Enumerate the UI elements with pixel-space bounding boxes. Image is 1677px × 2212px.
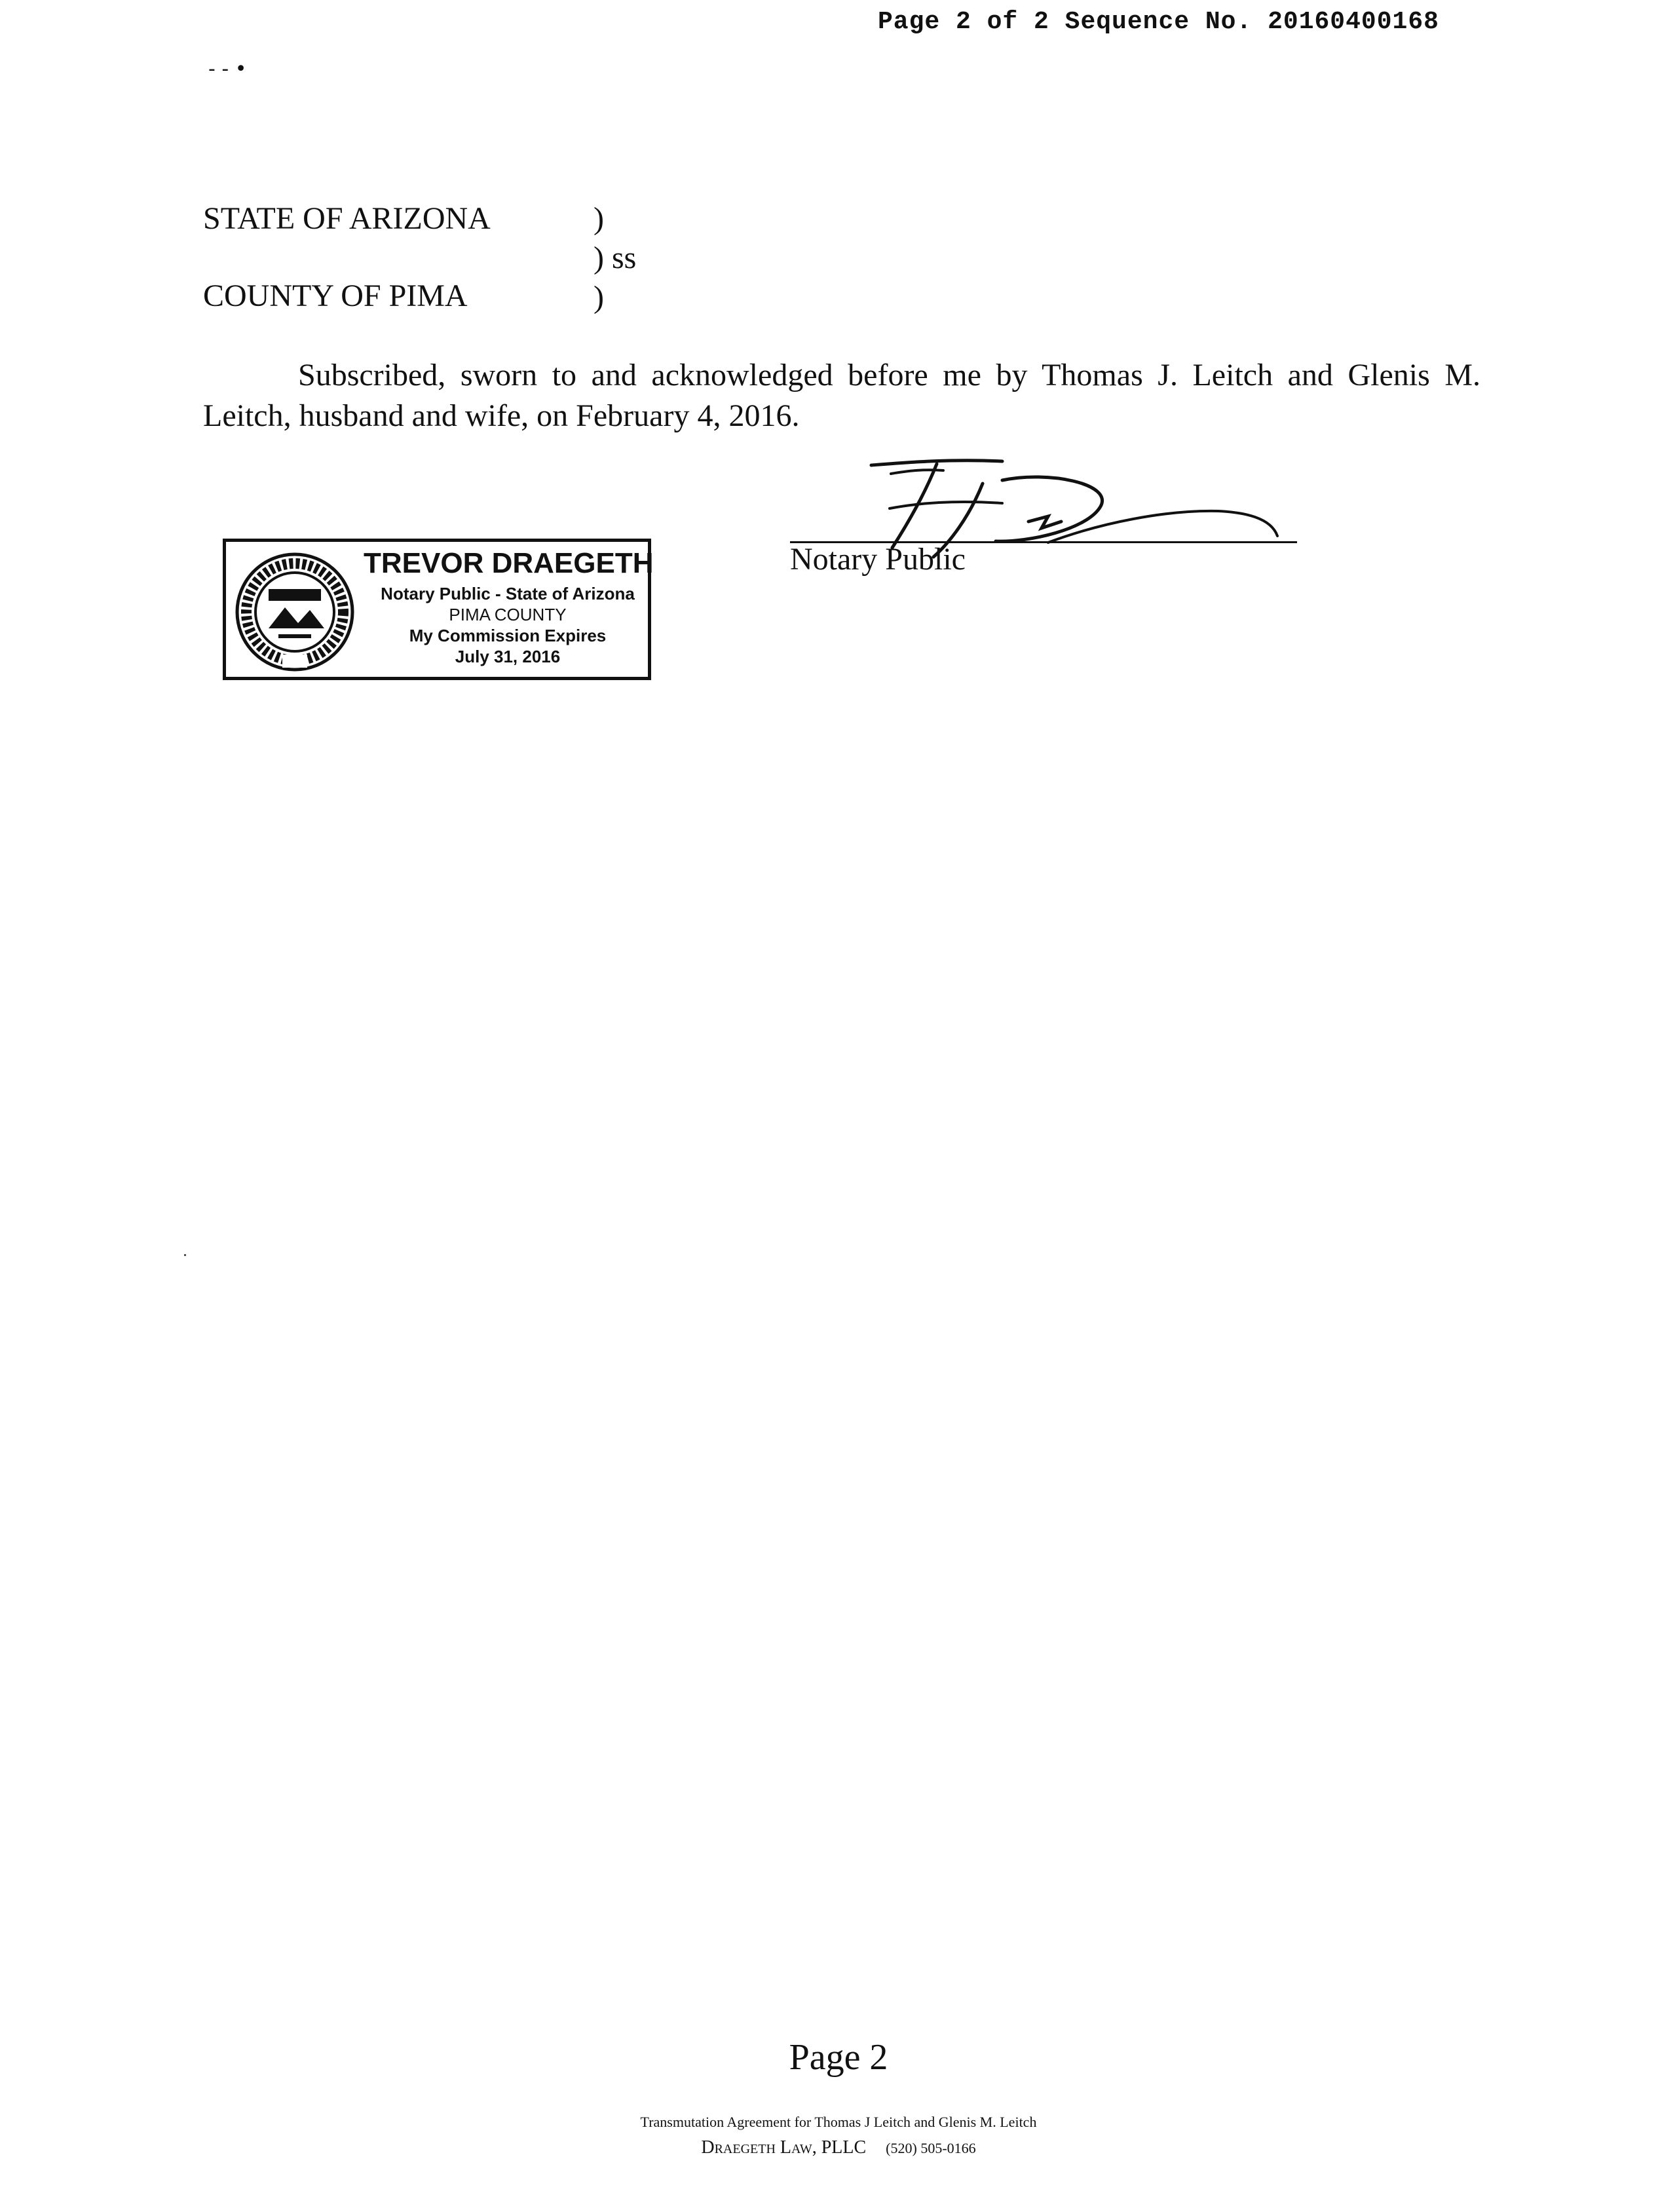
venue-paren-bottom: ) (594, 280, 604, 315)
venue-paren-ss: ) ss (594, 240, 637, 275)
venue-county: COUNTY OF PIMA (203, 278, 468, 313)
acknowledgment-text: Subscribed, sworn to and acknowledged before me by Thomas J. Leitch and Glenis M. Leitch, husband and wife, on February 4, 2016. (203, 358, 1480, 433)
footer-firm-line (0, 2137, 1677, 2158)
page-number: Page 2 (789, 2037, 888, 2078)
recording-sequence-header: Page 2 of 2 Sequence No. 20160400168 (878, 8, 1439, 36)
notary-stamp (223, 539, 654, 680)
notary-county: PIMA COUNTY (449, 605, 567, 624)
commission-expiry-date: July 31, 2016 (455, 647, 561, 666)
scan-speck (184, 1254, 186, 1256)
footer-document-title: Transmutation Agreement for Thomas J Leitch and Glenis M. Leitch (640, 2114, 1037, 2130)
venue-state: STATE OF ARIZONA (203, 201, 491, 236)
notary-title: Notary Public - State of Arizona (381, 584, 635, 603)
scan-specks: - - • (208, 58, 247, 81)
footer-firm-name: Draegeth Law, PLLC (701, 2137, 867, 2158)
notary-name: TREVOR DRAEGETH (364, 547, 654, 579)
footer-phone: (520) 505-0166 (886, 2140, 976, 2156)
notary-public-label: Notary Public (790, 542, 966, 577)
venue-paren-top: ) (594, 201, 604, 236)
commission-expires-label: My Commission Expires (409, 626, 607, 645)
acknowledgment-paragraph (203, 355, 1480, 436)
state-seal-icon (233, 550, 357, 674)
